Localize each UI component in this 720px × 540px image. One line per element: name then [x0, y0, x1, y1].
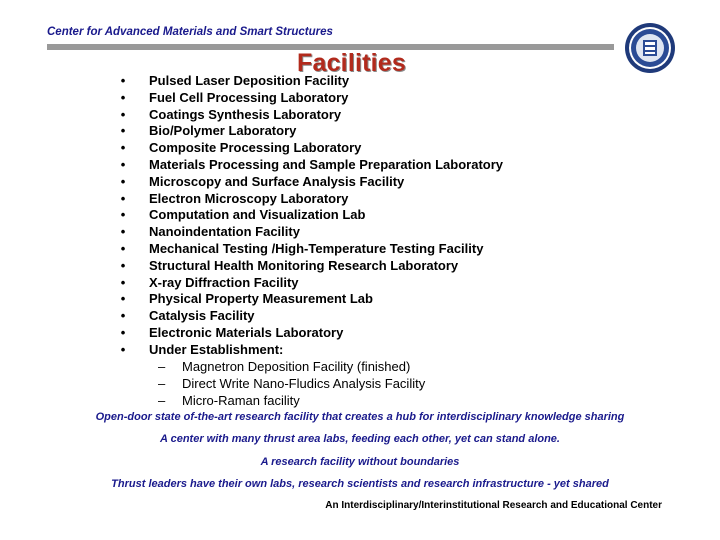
- tagline-open-door: Open-door state of-the-art research facility that creates a hub for interdisciplinary knowledge sharing: [95, 411, 625, 423]
- list-item: • Physical Property Measurement Lab: [118, 291, 503, 308]
- bullet-icon: •: [120, 341, 126, 357]
- sub-list-item: – Direct Write Nano-Fludics Analysis Facility: [158, 375, 426, 391]
- list-item: • Structural Health Monitoring Research Laboratory: [118, 258, 503, 275]
- list-item: • Materials Processing and Sample Preparation Laboratory: [118, 157, 503, 174]
- bullet-icon: •: [120, 308, 126, 324]
- bullet-icon: •: [120, 123, 126, 139]
- tagline-thrust-leaders: Thrust leaders have their own labs, research scientists and research infrastructure - yet shared: [111, 478, 609, 490]
- list-item: • X-ray Diffraction Facility: [118, 275, 503, 292]
- bullet-icon: •: [120, 190, 126, 206]
- tagline-thrust-area: A center with many thrust area labs, feeding each other, yet can stand alone.: [160, 433, 560, 445]
- list-item: • Electron Microscopy Laboratory: [118, 191, 503, 208]
- list-item: • Nanoindentation Facility: [118, 224, 503, 241]
- sub-list-item: – Magnetron Deposition Facility (finished): [158, 359, 411, 374]
- bullet-icon: •: [120, 291, 126, 307]
- bullet-icon: •: [120, 240, 126, 256]
- list-item: • Bio/Polymer Laboratory: [118, 123, 503, 140]
- bullet-icon: •: [120, 207, 126, 223]
- list-item: • Composite Processing Laboratory: [118, 140, 503, 157]
- dash-icon: –: [158, 375, 166, 391]
- facility-list: [118, 73, 503, 359]
- list-item: • Computation and Visualization Lab: [118, 207, 503, 224]
- bullet-icon: •: [120, 73, 126, 88]
- list-item: • Microscopy and Surface Analysis Facility: [118, 174, 503, 191]
- bullet-icon: •: [120, 274, 126, 290]
- footer-text: An Interdisciplinary/Interinstitutional Research and Educational Center: [325, 500, 662, 511]
- bullet-icon: •: [120, 89, 126, 105]
- bullet-icon: •: [120, 224, 126, 240]
- bullet-icon: •: [120, 257, 126, 273]
- bullet-icon: •: [120, 156, 126, 172]
- bullet-icon: •: [120, 106, 126, 122]
- list-item: • Pulsed Laser Deposition Facility: [118, 73, 503, 90]
- sub-list-item: – Micro-Raman facility: [158, 392, 300, 408]
- header-title: Center for Advanced Materials and Smart Structures: [47, 26, 333, 38]
- tagline-no-boundaries: A research facility without boundaries: [260, 456, 460, 468]
- university-seal-icon: [624, 22, 676, 74]
- under-establishment-list: [158, 359, 425, 409]
- dash-icon: –: [158, 392, 166, 408]
- list-item: • Under Establishment:: [118, 342, 503, 359]
- slide-title: Facilities: [297, 49, 406, 77]
- bullet-icon: •: [120, 140, 126, 156]
- list-item: • Electronic Materials Laboratory: [118, 325, 503, 342]
- list-item: • Catalysis Facility: [118, 308, 503, 325]
- list-item: • Coatings Synthesis Laboratory: [118, 107, 503, 124]
- list-item: • Mechanical Testing /High-Temperature Testing Facility: [118, 241, 503, 258]
- dash-icon: –: [158, 359, 166, 374]
- list-item: • Fuel Cell Processing Laboratory: [118, 90, 503, 107]
- bullet-icon: •: [120, 173, 126, 189]
- bullet-icon: •: [120, 324, 126, 340]
